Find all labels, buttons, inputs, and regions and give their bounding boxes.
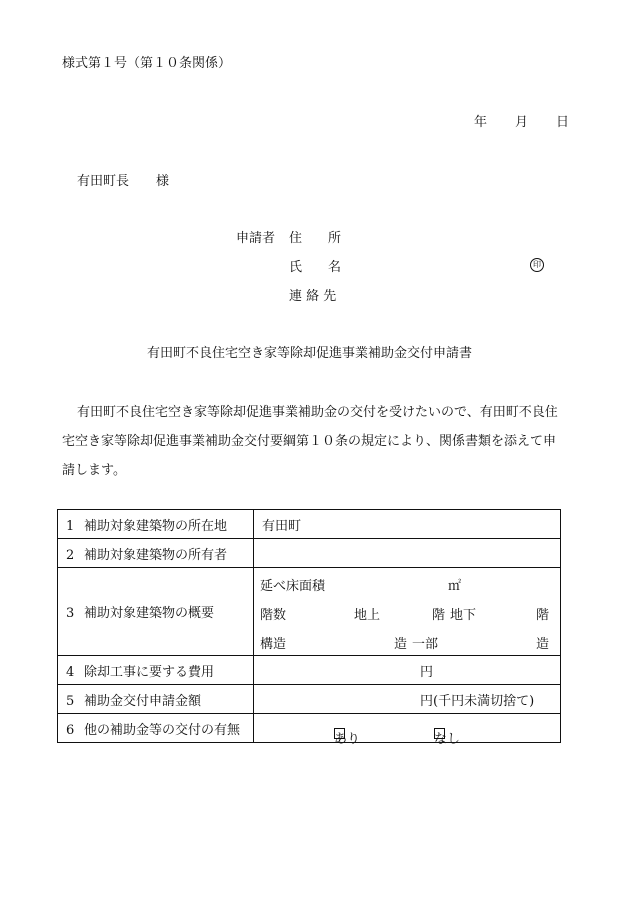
addressee-honorific: 様 [156, 174, 170, 189]
overview-cell[interactable] [254, 568, 561, 656]
address-label: 住 所 [289, 231, 342, 246]
application-table [57, 509, 561, 747]
structure-line [254, 626, 560, 655]
name-label: 氏 名 [289, 260, 342, 275]
row-label-owner: 2 補助対象建築物の所有者 [58, 539, 254, 568]
table-row [58, 656, 561, 685]
document-title: 有田町不良住宅空き家等除却促進事業補助金交付申請書 [147, 346, 473, 361]
structure-unit: 造 [394, 637, 408, 652]
floor-area-line [254, 568, 560, 597]
table-row [58, 714, 561, 743]
floor-area-unit: ㎡ [448, 579, 462, 594]
table-row [58, 685, 561, 714]
row-label-location: 1 補助対象建築物の所在地 [58, 510, 254, 539]
below-ground-label: 地下 [450, 608, 477, 623]
body-line-1: 有田町不良住宅空き家等除却促進事業補助金の交付を受けたいので、有田町不良住 [77, 405, 558, 420]
location-value[interactable]: 有田町 [254, 510, 561, 539]
owner-value[interactable] [254, 539, 561, 568]
table-row [58, 539, 561, 568]
floor-unit-above: 階 [432, 608, 446, 623]
cost-value[interactable]: 円 [254, 656, 561, 685]
structure-unit-partial: 造 [536, 637, 550, 652]
applicant-label: 申請者 [236, 231, 276, 246]
partial-label: 一部 [412, 637, 439, 652]
floors-label: 階数 [260, 608, 287, 623]
seal-icon: 印 [530, 258, 544, 272]
body-line-2: 宅空き家等除却促進事業補助金交付要綱第１０条の規定により、関係書類を添えて申 [62, 434, 557, 449]
row-label-cost: 4 除却工事に要する費用 [58, 656, 254, 685]
above-ground-label: 地上 [354, 608, 381, 623]
form-number: 様式第１号（第１０条関係） [62, 56, 232, 71]
row-label-overview: 3 補助対象建築物の概要 [58, 568, 254, 656]
date-day: 日 [556, 115, 570, 130]
row-label-other-subsidy: 6 他の補助金等の交付の有無 [58, 714, 254, 743]
table-row [58, 510, 561, 539]
row-label-amount: 5 補助金交付申請金額 [58, 685, 254, 714]
amount-value[interactable]: 円(千円未満切捨て) [254, 685, 561, 714]
body-line-3: 請します。 [62, 463, 126, 478]
date-year: 年 [474, 115, 488, 130]
date-month: 月 [515, 115, 529, 130]
floors-line [254, 597, 560, 626]
addressee-name: 有田町長 [77, 174, 130, 189]
floor-area-label: 延べ床面積 [260, 579, 326, 594]
structure-label: 構造 [260, 637, 287, 652]
seal-mark [530, 256, 544, 272]
other-subsidy-cell: あり なし [254, 714, 561, 743]
floor-unit-below: 階 [536, 608, 550, 623]
contact-label: 連 絡 先 [289, 289, 337, 304]
table-row [58, 568, 561, 656]
